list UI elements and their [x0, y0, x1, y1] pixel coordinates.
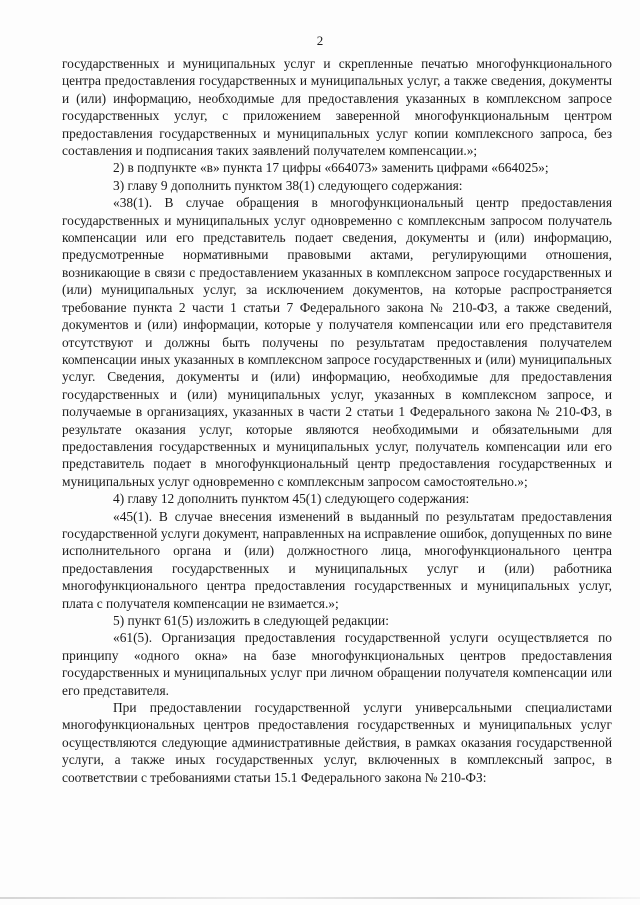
paragraph-item-4: 4) главу 12 дополнить пунктом 45(1) следующего содержания: [113, 491, 470, 507]
paragraph-mfc-actions: При предоставлении государственной услуги универсальными специалистами многофункциональных центров предоставления государственных и муниципальных услуг осуществляются следующие административные действия, в рамках оказания государственной услуги, а также иных государственных услуг, включенных в комплексный запрос, в соответствии с требованиями статьи 15.1 Федерального закона № 210-ФЗ: [62, 700, 612, 785]
paragraph-clause-61-5: «61(5). Организация предоставления государственной услуги осуществляется по принципу «одного окна» на базе многофункциональных центров предоставления государственных и муниципальных услуг при личном обращении получателя компенсации или его представителя. [62, 630, 612, 698]
paragraph-clause-38-1: «38(1). В случае обращения в многофункциональный центр предоставления государственных и муниципальных услуг одновременно с комплексным запросом получатель компенсации или его представитель подает сведения, документы и (или) информацию, предусмотренные нормативными правовыми актами, регулирующими отношения, возникающие в связи с предоставлением указанных в комплексном запросе государственных и (или) муниципальных услуг, за исключением документов, на которые распространяется требование пункта 2 части 1 статьи 7 Федерального закона № 210-ФЗ, а также сведений, документов и (или) информации, которые у получателя компенсации или его представителя отсутствуют и должны быть получены по результатам предоставления получателем компенсации иных указанных в комплексном запросе государственных и (или) муниципальных услуг. Сведения, документы и (или) информацию, необходимые для предоставления государственных и (или) муниципальных услуг, указанных в комплексном запросе, и получаемые в организациях, указанных в части 2 статьи 1 Федерального закона № 210-ФЗ, в результате оказания услуг, которые являются необходимыми и обязательными для предоставления государственных и муниципальных услуг, получатель компенсации или его представитель подает в многофункциональный центр предоставления государственных и муниципальных услуг одновременно с комплексным запросом самостоятельно.»; [62, 195, 612, 489]
paragraph-continuation: государственных и муниципальных услуг и скрепленные печатью многофункционального центра предоставления государственных и муниципальных услуг, а также сведения, документы и (или) информацию, необходимые для предоставления указанных в комплексном запросе государственных услуг, с приложением заверенной многофункциональным центром предоставления государственных и муниципальных услуг копии комплексного запроса, без составления и подписания таких заявлений получателем компенсации.»; [62, 56, 612, 159]
page-number: 2 [316, 33, 324, 48]
scan-edge-line [0, 897, 640, 899]
paragraph-item-5: 5) пункт 61(5) изложить в следующей редакции: [113, 613, 389, 628]
paragraph-clause-45-1: «45(1). В случае внесения изменений в выданный по результатам предоставления государственной услуги документ, направленных на исправление ошибок, допущенных по вине исполнительного органа и (или) должностного лица, многофункционального центра предоставления государственных и муниципальных услуг и (или) работника многофункционального центра предоставления государственных и муниципальных услуг, плата с получателя компенсации не взимается.»; [62, 508, 612, 611]
document-body [62, 55, 612, 786]
paragraph-item-3: 3) главу 9 дополнить пунктом 38(1) следующего содержания: [113, 177, 463, 193]
paragraph-item-2: 2) в подпункте «в» пункта 17 цифры «664073» заменить цифрами «664025»; [113, 160, 549, 176]
